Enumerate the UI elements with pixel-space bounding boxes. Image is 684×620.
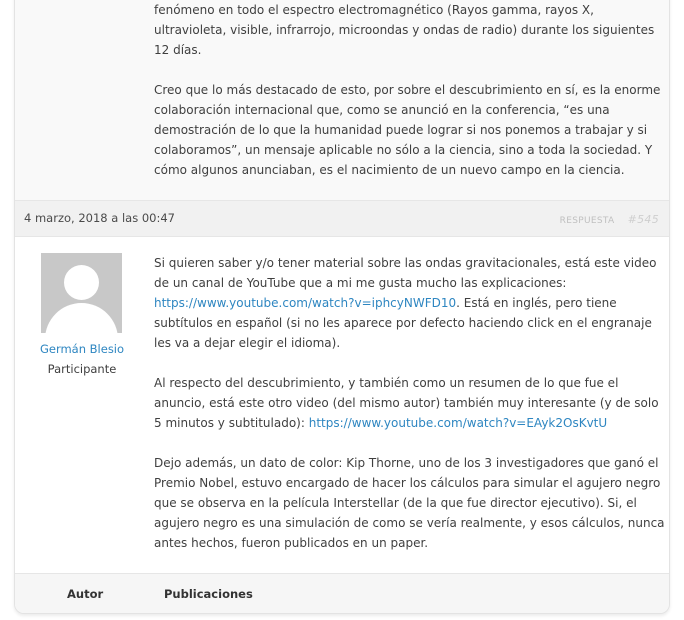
previous-reply — [15, 0, 669, 201]
reply-paragraph — [154, 253, 668, 353]
paragraph-text: . Está en inglés, pero tiene subtítulos en español (si no les aparece por defecto haciendo click en el engranaje les va a dejar elegir el idioma). — [154, 296, 652, 350]
avatar-head-shape — [64, 265, 99, 300]
footer-author-column: Autor — [67, 587, 104, 601]
reply-body — [15, 237, 669, 573]
previous-reply-content — [154, 0, 668, 180]
reply-paragraph: fenómeno en todo el espectro electromagnético (Rayos gamma, rayos X, ultravioleta, visible, infrarrojo, microondas y ondas de radio) durante los siguientes 12 días. — [154, 3, 655, 57]
reply-paragraph: Dejo además, un dato de color: Kip Thorne, uno de los 3 investigadores que ganó el Premio Nobel, estuvo encargado de hacer los cálculos para simular el agujero negro que se observa en la película Interstellar (de la que fue director ejecutivo). Si, el agujero negro es una simulación de como se vería realmente, y esos cálculos, nunca antes hechos, fueron publicados en un paper. — [154, 456, 665, 550]
replies-footer — [15, 573, 669, 614]
reply-link[interactable]: RESPUESTA — [559, 216, 615, 226]
footer-posts-column: Publicaciones — [164, 587, 253, 601]
reply-header — [15, 200, 669, 237]
avatar-body-shape — [45, 303, 118, 333]
forum-replies — [14, 0, 670, 614]
author-name[interactable]: Germán Blesio — [39, 342, 125, 356]
author-role: Participante — [47, 362, 117, 376]
paragraph-text: Si quieren saber y/o tener material sobre las ondas gravitacionales, está este video de un canal de YouTube que a mi me gusta mucho las explicaciones: — [154, 256, 657, 290]
reply-content — [154, 253, 668, 553]
avatar[interactable] — [41, 253, 122, 333]
reply-permalink[interactable]: #545 — [627, 213, 659, 226]
youtube-link[interactable]: https://www.youtube.com/watch?v=iphcyNWFD10 — [154, 296, 457, 310]
youtube-link[interactable]: https://www.youtube.com/watch?v=EAyk2OsKvtU — [308, 416, 608, 430]
reply-paragraph — [154, 373, 668, 433]
reply-date: 4 marzo, 2018 a las 00:47 — [24, 211, 175, 225]
reply-actions — [560, 213, 659, 226]
paragraph-text: Al respecto del descubrimiento, y también como un resumen de lo que fue el anuncio, está este otro video (del mismo autor) también muy interesante (y de solo 5 minutos y subtitulado): — [154, 376, 659, 430]
reply-paragraph: Creo que lo más destacado de esto, por sobre el descubrimiento en sí, es la enorme colaboración internacional que, como se anunció en la conferencia, “es una demostración de lo que la humanidad puede lograr si nos ponemos a trabajar y si colaboramos”, un mensaje aplicable no sólo a la ciencia, sino a toda la sociedad. Y cómo algunos anunciaban, es el nacimiento de un nuevo campo en la ciencia. — [154, 83, 661, 177]
